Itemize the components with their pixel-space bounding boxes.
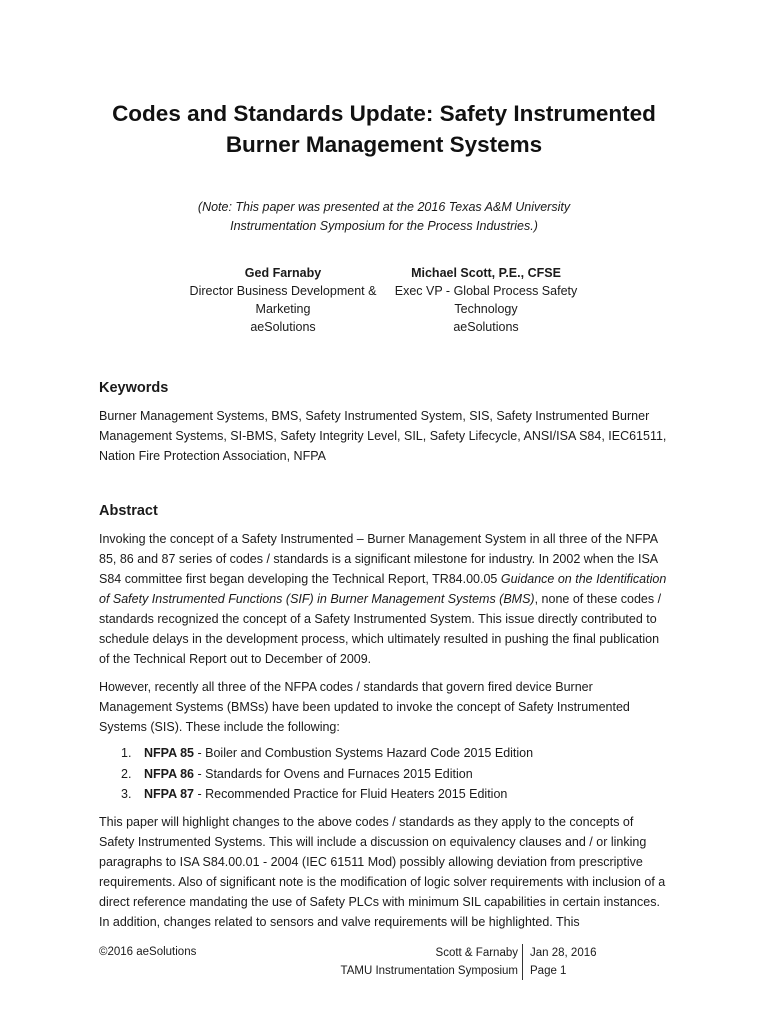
author-role-line-2: Technology <box>454 302 518 316</box>
author-block-1 <box>178 264 388 336</box>
abstract-heading: Abstract <box>99 503 158 519</box>
abstract-p1-text: Invoking the concept of a Safety Instrumented – Burner Management System in all three of the NFPA 85, 86 and 87 series of codes / standards is a significant milestone for industry. In 2002 when the ISA S84 committee first began developing the Technical Report, TR84.00.05 <box>99 532 658 586</box>
footer-right-column <box>530 944 597 980</box>
footer-left-column <box>341 944 518 980</box>
title-line-2: Burner Management Systems <box>225 132 543 157</box>
abstract-paragraph-3: This paper will highlight changes to the above codes / standards as they apply to the concepts of Safety Instrumented Systems. This will include a discussion on equivalency clauses and / or linking paragraphs to ISA S84.00.01 - 2004 (IEC 61511 Mod) possibly allowing deviation from prescriptive requirements. Also of significant note is the modification of logic solver requirements with inclusion of a direct reference mandating the use of Safety PLCs with minimum SIL capabilities in certain instances. In addition, changes related to sensors and valve requirements will be highlighted. This <box>99 815 666 929</box>
list-number: 1. <box>121 746 132 760</box>
keywords-heading: Keywords <box>99 380 169 396</box>
footer-divider <box>522 944 523 980</box>
list-item-text: - Boiler and Combustion Systems Hazard Code 2015 Edition <box>194 746 534 760</box>
list-item-text: - Recommended Practice for Fluid Heaters 2015 Edition <box>194 787 508 801</box>
abstract-paragraph-1 <box>99 529 669 669</box>
list-item-text: - Standards for Ovens and Furnaces 2015 Edition <box>194 766 473 781</box>
footer-page-number: Page 1 <box>530 965 567 977</box>
author-org: aeSolutions <box>453 320 519 334</box>
presentation-note <box>110 198 658 236</box>
list-item <box>99 784 669 805</box>
abstract-p1-text-end: , none of these codes / standards recognized the concept of a Safety Instrumented System. This issue directly contributed to schedule delays in the development process, which ultimately resulted in pushing the final publication of the Technical Report out to December of 2009. <box>99 592 662 666</box>
list-item-bold: NFPA 85 <box>144 746 195 760</box>
list-item <box>99 743 669 764</box>
title-line-1: Codes and Standards Update: Safety Instrumented <box>112 101 656 126</box>
author-name: Michael Scott, P.E., CFSE <box>411 266 561 280</box>
author-block-2 <box>381 264 591 336</box>
footer-authors: Scott & Farnaby <box>435 947 518 959</box>
author-org: aeSolutions <box>250 320 316 334</box>
author-role-line-1: Director Business Development & <box>189 284 377 298</box>
author-role-line-2: Marketing <box>255 302 311 316</box>
footer-copyright: ©2016 aeSolutions <box>99 946 197 958</box>
nfpa-list <box>99 743 669 805</box>
list-number: 3. <box>121 787 132 801</box>
abstract-p1-italic-title: Guidance on the Identification of Safety Instrumented Functions (SIF) in Burner Management Systems (BMS) <box>99 572 667 606</box>
note-line-2: Instrumentation Symposium for the Process Industries.) <box>230 219 538 233</box>
paper-title <box>60 98 708 160</box>
list-item-bold: NFPA 87 <box>144 787 195 801</box>
author-role-line-1: Exec VP - Global Process Safety <box>394 284 578 298</box>
footer-date: Jan 28, 2016 <box>530 947 597 959</box>
footer-event: TAMU Instrumentation Symposium <box>340 965 518 977</box>
list-item <box>99 764 669 785</box>
note-line-1: (Note: This paper was presented at the 2016 Texas A&M University <box>197 200 571 214</box>
list-number: 2. <box>121 766 132 781</box>
list-item-bold: NFPA 86 <box>144 766 195 781</box>
abstract-paragraph-2: However, recently all three of the NFPA codes / standards that govern fired device Burner Management Systems (BMSs) have been updated to invoke the concept of Safety Instrumented Systems (SIS). These include the following: <box>99 680 630 734</box>
keywords-text: Burner Management Systems, BMS, Safety Instrumented System, SIS, Safety Instrumented Burner Management Systems, SI-BMS, Safety Integrity Level, SIL, Safety Lifecycle, ANSI/ISA S84, IEC61511, Nation Fire Protection Association, NFPA <box>99 409 667 463</box>
author-name: Ged Farnaby <box>244 266 322 280</box>
